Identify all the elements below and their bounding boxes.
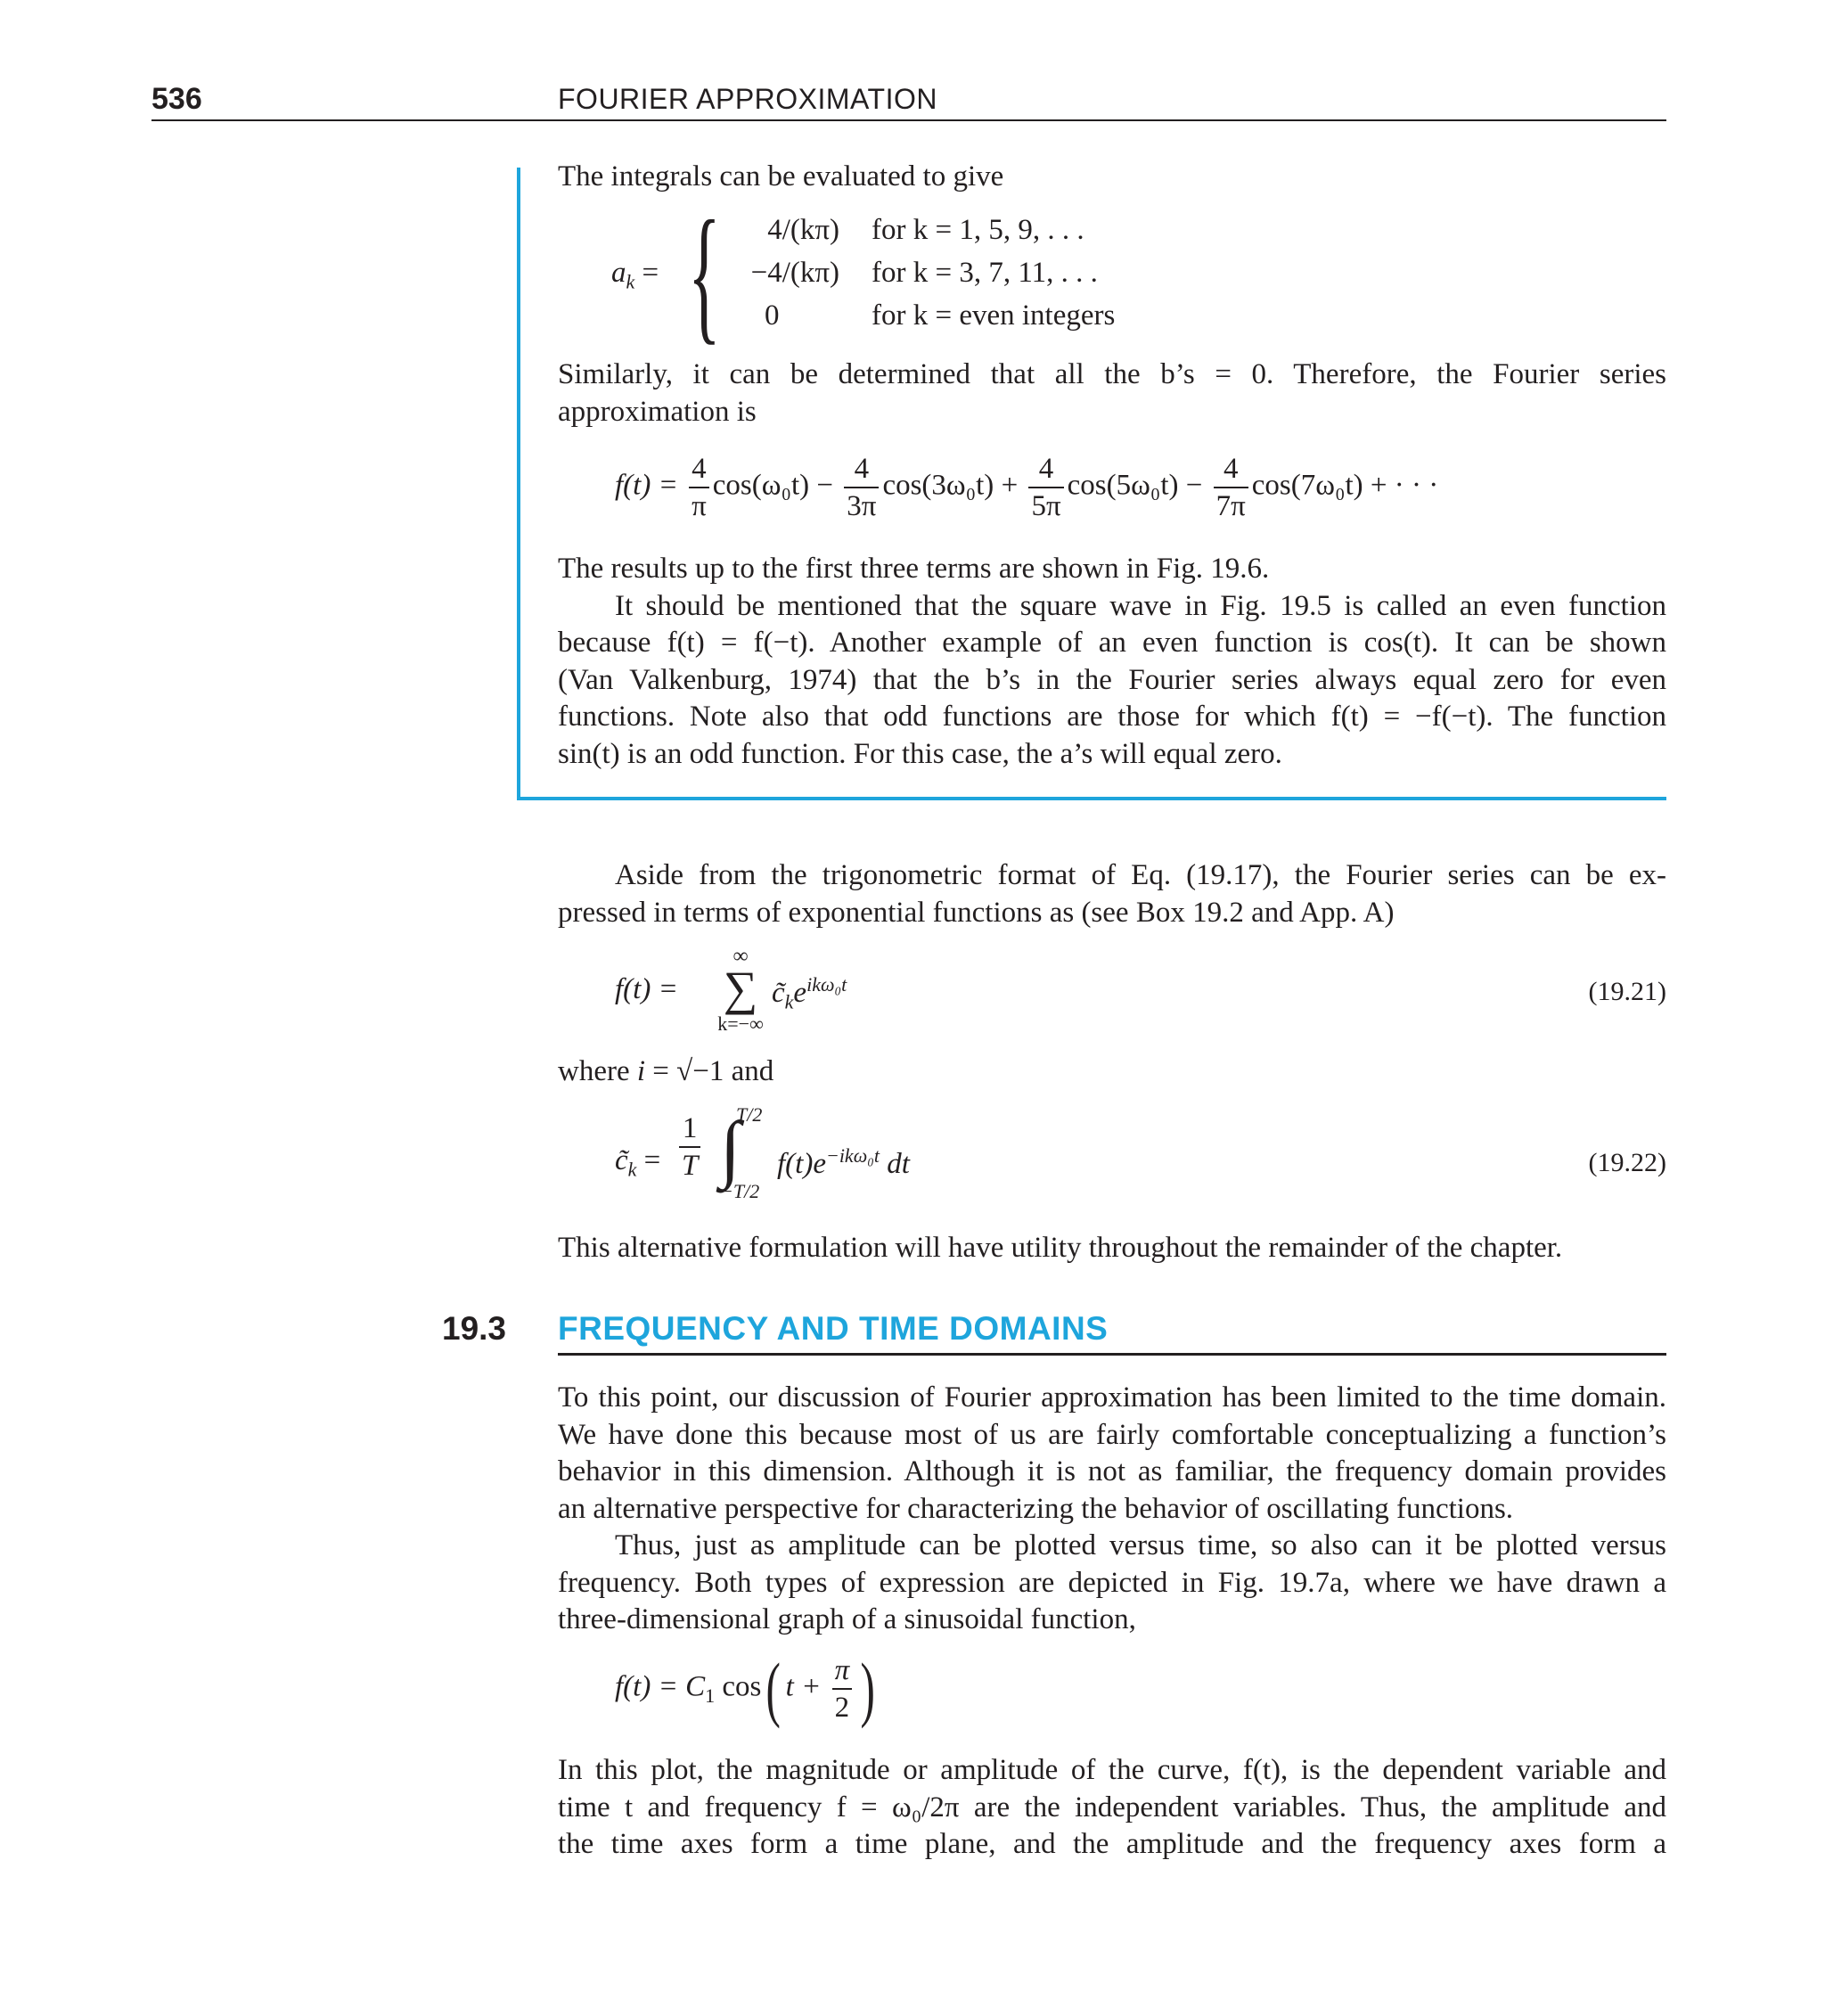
ak-lhs: $a_k$ = <box>611 257 659 293</box>
series-equation: f(t) = $\frac{4}{\pi}$ cos(ω₀t) − $\frac{4}{3\pi}$ cos(3ω₀t) + $\frac{4}{5\pi}$ cos(5ω₀t) − $\frac{4}{7\pi}$ cos(7ω₀t) + · · · <box>615 453 1439 522</box>
case-value: 4/(kπ) <box>767 214 839 246</box>
case-condition: for k = 3, 7, 11, . . . <box>872 257 1098 289</box>
eq-19-22-fraction: $\frac{1}{T}$ <box>675 1110 704 1184</box>
sinusoid-equation: $f(t) = C_1$ cos( t + $\frac{\pi}{2}$ ) <box>615 1648 876 1729</box>
results-paragraph: The results up to the first three terms are shown in Fig. 19.6. It should be mentioned that the square wave in Fig. 19.5 is called an even function because f(t) = f(−t). Another example of an even function is cos(t). It can be shown (Van Valkenburg, 1974) that the b’s in the Fourier series always equal zero for even functions. Note also that odd functions are those for which f(t) = −f(−t). The function sin(t) is an odd function. For this case, the a’s will equal zero. <box>558 553 1666 770</box>
alt-formulation-line: This alternative formulation will have utility throughout the remainder of the chapter. <box>558 1232 1563 1264</box>
sum-upper-limit: ∞ <box>732 945 749 968</box>
integral-symbol: ∫ <box>720 1107 741 1190</box>
section-title: FREQUENCY AND TIME DOMAINS <box>558 1310 1109 1347</box>
box-rule-vertical <box>517 168 520 800</box>
similarly-paragraph: Similarly, it can be determined that all the b’s = 0. Therefore, the Fourier series approximation is <box>558 358 1666 428</box>
paragraph-2: Thus, just as amplitude can be plotted versus time, so also can it be plotted versus frequency. Both types of expression are depicted in Fig. 19.7a, where we have drawn a three-dimensional graph of a sinusoidal function, <box>558 1529 1666 1635</box>
page-number: 536 <box>151 82 202 116</box>
paragraph-3: In this plot, the magnitude or amplitude of the curve, f(t), is the dependent variable and time t and frequency f = ω₀/2π are the independent variables. Thus, the amplitude and the time axes form a time plane, and the amplitude and the frequency axes form a <box>558 1754 1666 1860</box>
eq-19-21: f(t) = <box>615 973 678 1005</box>
sum-symbol: ∑ <box>723 962 758 1015</box>
equation-number: (19.22) <box>1588 1148 1666 1177</box>
case-value: −4/(kπ) <box>750 257 839 289</box>
where-line: where i = √−1 and <box>558 1055 774 1087</box>
paragraph-1: To this point, our discussion of Fourier approximation has been limited to the time domain. We have done this because most of us are fairly comfortable conceptualizing a function’s behavior in this dimension. Although it is not as familiar, the frequency domain provides an alternative perspective for characterizing the behavior of oscillating functions. <box>558 1381 1666 1525</box>
sum-body: $c̃_ke^{ik\omega_0t}$ <box>772 973 847 1013</box>
piecewise-brace: { <box>688 190 721 357</box>
section-rule <box>558 1353 1666 1356</box>
section-number: 19.3 <box>442 1310 507 1347</box>
aside-paragraph: Aside from the trigonometric format of Eq. (19.17), the Fourier series can be ex- pressed in terms of exponential functions as (see Box 19.2 and App. A) <box>558 859 1666 929</box>
sum-lower-limit: k=−∞ <box>717 1012 764 1035</box>
case-condition: for k = 1, 5, 9, . . . <box>872 214 1084 246</box>
integral-lower-limit: −T/2 <box>720 1180 760 1202</box>
box-rule-horizontal <box>517 797 1666 800</box>
equation-number: (19.21) <box>1588 977 1666 1006</box>
case-condition: for k = even integers <box>872 299 1116 332</box>
running-head: FOURIER APPROXIMATION <box>558 83 937 115</box>
page-header <box>151 82 1666 121</box>
integral-upper-limit: T/2 <box>736 1103 763 1126</box>
integrand: $f(t)e^{-ik\omega_0t}$ dt <box>777 1144 910 1180</box>
eq-19-22-lhs: $c̃_k$ = <box>615 1144 661 1181</box>
case-value: 0 <box>765 299 780 332</box>
box-intro: The integrals can be evaluated to give <box>558 160 1004 193</box>
